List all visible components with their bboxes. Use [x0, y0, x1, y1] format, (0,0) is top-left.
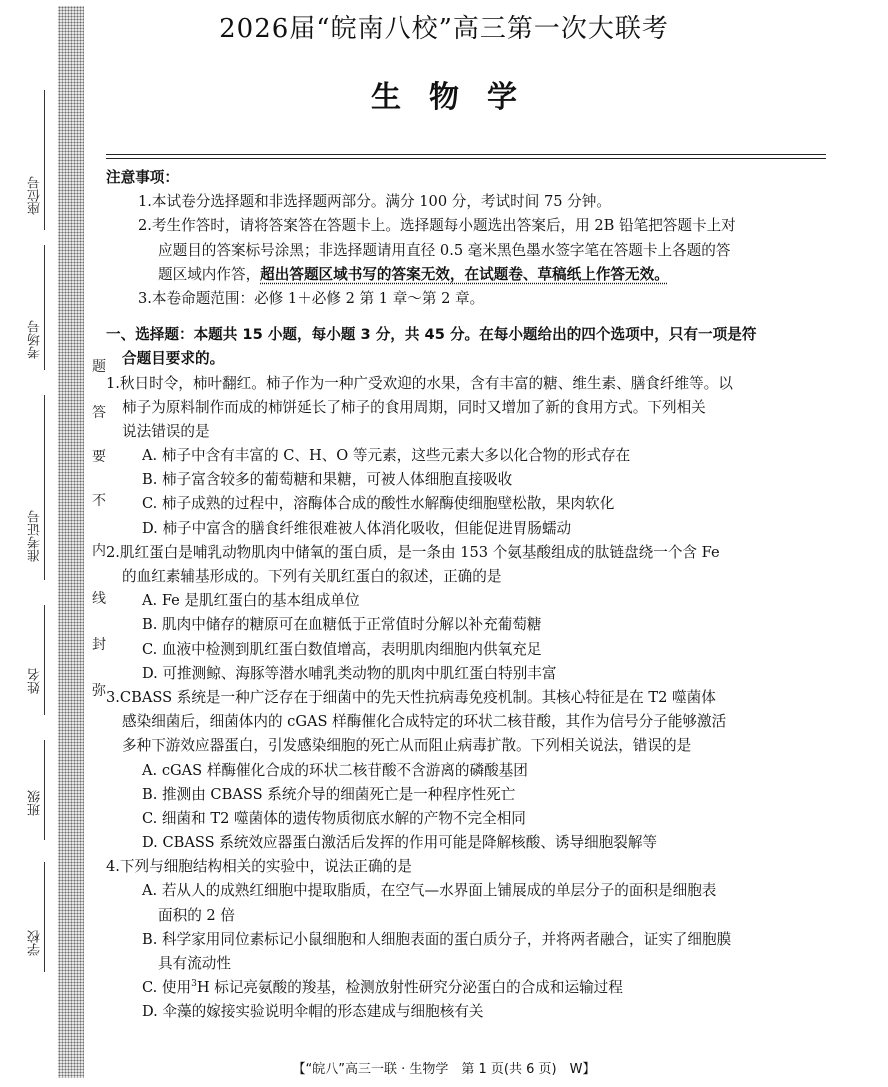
section-heading: 一、选择题：本题共 15 小题，每小题 3 分，共 45 分。在每小题给出的四个选项中，只有一项是符: [106, 326, 757, 344]
seal-char: 答: [92, 405, 106, 421]
answer-option-cont: 面积的 2 倍: [158, 906, 235, 924]
answer-option: A. cGAS 样酶催化合成的环状二核苷酸不含游离的磷酸基团: [142, 761, 528, 779]
notice-item-cont: 应题目的答案标号涂黑；非选择题请用直径 0.5 毫米黑色墨水签字笔在答题卡上各题的答: [158, 241, 731, 259]
answer-option: C. 细菌和 T2 噬菌体的遗传物质彻底水解的产物不完全相同: [142, 809, 526, 827]
answer-option: A. 若从人的成熟红细胞中提取脂质，在空气—水界面上铺展成的单层分子的面积是细胞表: [142, 882, 717, 900]
school-label: 学校: [28, 930, 43, 956]
exam-room-label: 考场号: [28, 320, 43, 359]
class-line[interactable]: [44, 740, 45, 840]
seal-char: 封: [92, 637, 106, 653]
answer-option: D. CBASS 系统效应器蛋白激活后发挥的作用可能是降解核酸、诱导细胞裂解等: [142, 834, 658, 852]
answer-option: B. 肌肉中储存的糖原可在血糖低于正常值时分解以补充葡萄糖: [142, 616, 542, 634]
question-stem-cont: 柿子为原料制作而成的柿饼延长了柿子的食用周期，同时又增加了新的食用方式。下列相关: [122, 398, 706, 416]
question-stem: 1.秋日时令，柿叶翻红。柿子作为一种广受欢迎的水果，含有丰富的糖、维生素、膳食纤维等。以: [106, 374, 733, 392]
exam-content: [106, 166, 828, 1025]
page-footer: 【“皖八”高三一联 · 生物学 第 1 页(共 6 页) W】: [292, 1062, 596, 1077]
question-stem-cont: 说法错误的是: [122, 422, 210, 440]
notice-text: 题区域内作答，: [158, 265, 261, 283]
answer-option: B. 柿子富含较多的葡萄糖和果糖，可被人体细胞直接吸收: [142, 471, 513, 489]
seal-char: 内: [92, 543, 106, 559]
question-stem-cont: 的血红素辅基形成的。下列有关肌红蛋白的叙述，正确的是: [122, 568, 502, 585]
question-stem: 2.肌红蛋白是哺乳动物肌肉中储氧的蛋白质，是一条由 153 个氨基酸组成的肽链盘绕一个含 Fe: [106, 543, 720, 561]
seal-char: 不: [92, 493, 106, 509]
subject-title: 生物学: [371, 80, 545, 115]
notice-item: 2.考生作答时，请将答案答在答题卡上。选择题每小题选出答案后，用 2B 铅笔把答题卡上对: [138, 217, 736, 235]
answer-option: D. 可推测鲸、海豚等潜水哺乳类动物的肌肉中肌红蛋白特别丰富: [142, 664, 557, 682]
answer-option: D. 伞藻的嫁接实验说明伞帽的形态建成与细胞核有关: [142, 1003, 484, 1021]
question-stem-cont: 多种下游效应器蛋白，引发感染细胞的死亡从而阻止病毒扩散。下列相关说法，错误的是: [122, 737, 692, 755]
school-line[interactable]: [44, 862, 45, 972]
question-stem: 4.下列与细胞结构相关的实验中，说法正确的是: [106, 858, 412, 876]
answer-option-cont: 具有流动性: [158, 955, 231, 972]
answer-option: B. 推测由 CBASS 系统介导的细菌死亡是一种程序性死亡: [142, 785, 516, 803]
header-rule-top: [106, 154, 826, 155]
admission-number-line[interactable]: [44, 395, 45, 580]
notice-emphasis: 超出答题区域书写的答案无效，在试题卷、草稿纸上作答无效。: [260, 265, 669, 283]
isotope-superscript: 3: [191, 979, 197, 990]
class-label: 班级: [28, 790, 43, 816]
answer-option: C. 血液中检测到肌红蛋白数值增高，表明肌肉细胞内供氧充足: [142, 640, 542, 658]
name-label: 姓名: [28, 668, 43, 694]
option-text: C. 使用: [142, 979, 192, 997]
seal-char: 要: [92, 449, 106, 465]
notice-item-cont: [106, 263, 828, 287]
seal-char: 弥: [92, 683, 106, 699]
header-rule-bottom: [106, 158, 826, 159]
section-heading-cont: 合题目要求的。: [122, 350, 225, 368]
answer-option: A. Fe 是肌红蛋白的基本组成单位: [142, 592, 360, 610]
answer-option: A. 柿子中含有丰富的 C、H、O 等元素，这些元素大多以化合物的形式存在: [142, 447, 631, 465]
answer-option: B. 科学家用同位素标记小鼠细胞和人细胞表面的蛋白质分子，并将两者融合，证实了细胞膜: [142, 930, 732, 948]
name-line[interactable]: [44, 605, 45, 715]
exam-title: 2026届“皖南八校”高三第一次大联考: [219, 14, 669, 44]
option-text: H 标记亮氨酸的羧基，检测放射性研究分泌蛋白的合成和运输过程: [196, 979, 623, 997]
notice-item: 3.本卷命题范围：必修 1＋必修 2 第 1 章～第 2 章。: [138, 289, 485, 307]
admission-number-label: 准考证号: [28, 510, 43, 562]
seal-char: 线: [92, 591, 106, 607]
answer-option: [106, 976, 828, 1000]
exam-room-line[interactable]: [44, 245, 45, 370]
question-stem: 3.CBASS 系统是一种广泛存在于细菌中的先天性抗病毒免疫机制。其核心特征是在 T2 噬菌体: [106, 688, 716, 706]
question-stem-cont: 感染细菌后，细菌体内的 cGAS 样酶催化合成特定的环状二核苷酸，其作为信号分子能够激活: [122, 713, 727, 731]
notice-item: 1.本试卷分选择题和非选择题两部分。满分 100 分，考试时间 75 分钟。: [138, 193, 611, 211]
answer-option: C. 柿子成熟的过程中，溶酶体合成的酸性水解酶使细胞壁松散，果肉软化: [142, 495, 615, 513]
seat-number-label: 座位号: [28, 176, 43, 215]
binding-margin-strip: [58, 6, 84, 1078]
answer-option: D. 柿子中富含的膳食纤维很难被人体消化吸收，但能促进胃肠蠕动: [142, 519, 572, 537]
notice-heading: 注意事项：: [106, 169, 179, 186]
seal-char: 题: [92, 359, 106, 375]
